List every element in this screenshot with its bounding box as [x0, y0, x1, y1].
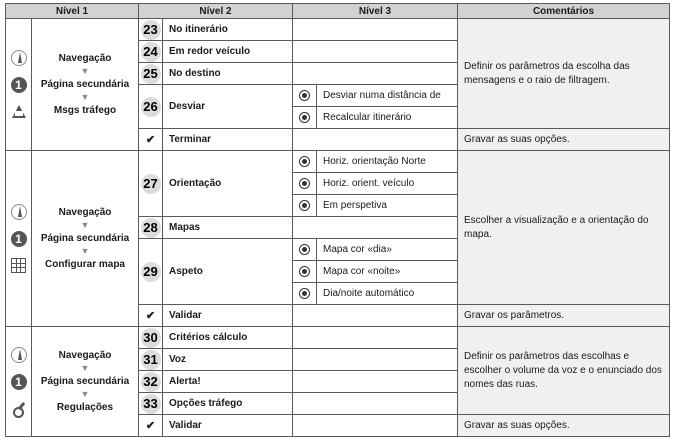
menu-item-opcoes-trafego[interactable]: Opções tráfego [163, 393, 293, 415]
radio-cell [293, 107, 317, 129]
num-cell [139, 41, 163, 63]
num-cell [139, 217, 163, 239]
section1-comment: Definir os parâmetros da escolha das mensagens e o raio de filtragem. [458, 19, 670, 129]
menu-item-orientacao[interactable]: Orientação [163, 151, 293, 217]
option-dia-noite-auto[interactable]: Dia/noite automático [317, 283, 458, 305]
radio-cell [293, 195, 317, 217]
empty-cell [293, 415, 458, 437]
level1-configurar-mapa: Configurar mapa [44, 259, 125, 270]
arrow-down-icon: ▼ [80, 389, 90, 399]
header-nivel3: Nível 3 [293, 4, 458, 19]
header-nivel2: Nível 2 [139, 4, 293, 19]
secondary-page-one-icon: 1 [11, 77, 27, 93]
item-number-badge: 33 [141, 394, 161, 414]
menu-item-aspeto[interactable]: Aspeto [163, 239, 293, 305]
radio-option-icon[interactable] [299, 90, 310, 101]
arrow-down-icon: ▼ [80, 363, 90, 373]
level1-navegacao: Navegação [58, 53, 112, 64]
item-number-badge: 26 [141, 97, 161, 117]
section3-comment: Definir os parâmetros das escolhas e escolher o volume da voz e o enunciado dos nomes das ruas. [458, 327, 670, 415]
checkmark-icon: ✔ [145, 310, 156, 322]
header-nivel1: Nível 1 [6, 4, 139, 19]
radio-option-icon[interactable] [299, 244, 310, 255]
num-cell [139, 63, 163, 85]
table-row [6, 19, 670, 41]
item-number-badge: 27 [141, 174, 161, 194]
menu-item-terminar[interactable]: Terminar [163, 129, 293, 151]
num-cell [139, 239, 163, 305]
radio-cell [293, 85, 317, 107]
num-cell [139, 19, 163, 41]
empty-cell [293, 349, 458, 371]
option-mapa-noite[interactable]: Mapa cor «noite» [317, 261, 458, 283]
item-number-badge: 23 [141, 20, 161, 40]
navigation-compass-icon [11, 204, 27, 220]
item-number-badge: 30 [141, 328, 161, 348]
level1-pagina-secundaria: Página secundária [40, 233, 130, 244]
header-comentarios: Comentários [458, 4, 670, 19]
empty-cell [293, 327, 458, 349]
radio-cell [293, 151, 317, 173]
section2-comment: Escolher a visualização e a orientação do mapa. [458, 151, 670, 305]
secondary-page-one-icon: 1 [11, 374, 27, 390]
empty-cell [293, 217, 458, 239]
settings-wrench-icon [11, 401, 27, 417]
level1-pagina-secundaria: Página secundária [40, 79, 130, 90]
menu-item-voz[interactable]: Voz [163, 349, 293, 371]
level1-navegacao: Navegação [58, 350, 112, 361]
radio-cell [293, 261, 317, 283]
navigation-compass-icon [11, 50, 27, 66]
section3-level1 [32, 327, 139, 437]
arrow-down-icon: ▼ [80, 92, 90, 102]
arrow-down-icon: ▼ [80, 246, 90, 256]
section2-icons [6, 151, 32, 327]
check-cell [139, 415, 163, 437]
empty-cell [293, 129, 458, 151]
empty-cell [293, 305, 458, 327]
menu-item-desviar[interactable]: Desviar [163, 85, 293, 129]
secondary-page-one-icon: 1 [11, 231, 27, 247]
radio-option-icon[interactable] [299, 156, 310, 167]
option-perspetiva[interactable]: Em perspetiva [317, 195, 458, 217]
empty-cell [293, 393, 458, 415]
item-number-badge: 29 [141, 262, 161, 282]
item-number-badge: 28 [141, 218, 161, 238]
table-row [6, 327, 670, 349]
option-mapa-dia[interactable]: Mapa cor «dia» [317, 239, 458, 261]
num-cell [139, 393, 163, 415]
menu-item-em-redor-veiculo[interactable]: Em redor veículo [163, 41, 293, 63]
radio-option-icon[interactable] [299, 178, 310, 189]
section3-confirm-comment: Gravar as suas opções. [458, 415, 670, 437]
section3-icons [6, 327, 32, 437]
map-grid-icon [11, 258, 26, 273]
menu-item-validar[interactable]: Validar [163, 415, 293, 437]
section2-confirm-comment: Gravar os parâmetros. [458, 305, 670, 327]
option-desviar-distancia[interactable]: Desviar numa distância de [317, 85, 458, 107]
checkmark-icon: ✔ [145, 420, 156, 432]
menu-item-validar[interactable]: Validar [163, 305, 293, 327]
item-number-badge: 24 [141, 42, 161, 62]
empty-cell [293, 41, 458, 63]
menu-item-no-itinerario[interactable]: No itinerário [163, 19, 293, 41]
radio-option-icon[interactable] [299, 112, 310, 123]
option-horiz-veiculo[interactable]: Horiz. orient. veículo [317, 173, 458, 195]
radio-option-icon[interactable] [299, 266, 310, 277]
empty-cell [293, 19, 458, 41]
empty-cell [293, 63, 458, 85]
num-cell [139, 371, 163, 393]
checkmark-icon: ✔ [145, 134, 156, 146]
section1-icons [6, 19, 32, 151]
section1-confirm-comment: Gravar as suas opções. [458, 129, 670, 151]
item-number-badge: 31 [141, 350, 161, 370]
navigation-compass-icon [11, 347, 27, 363]
empty-cell [293, 371, 458, 393]
arrow-down-icon: ▼ [80, 66, 90, 76]
check-cell [139, 129, 163, 151]
num-cell [139, 85, 163, 129]
level1-msgs-trafego: Msgs tráfego [53, 105, 117, 116]
menu-item-criterios-calculo[interactable]: Critérios cálculo [163, 327, 293, 349]
num-cell [139, 349, 163, 371]
traffic-warning-icon [11, 104, 27, 120]
menu-item-mapas[interactable]: Mapas [163, 217, 293, 239]
menu-item-no-destino[interactable]: No destino [163, 63, 293, 85]
radio-option-icon[interactable] [299, 288, 310, 299]
radio-option-icon[interactable] [299, 200, 310, 211]
section2-level1 [32, 151, 139, 327]
arrow-down-icon: ▼ [80, 220, 90, 230]
num-cell [139, 151, 163, 217]
check-cell [139, 305, 163, 327]
table-row [6, 151, 670, 173]
level1-pagina-secundaria: Página secundária [40, 376, 130, 387]
header-row [6, 4, 670, 19]
item-number-badge: 25 [141, 64, 161, 84]
item-number-badge: 32 [141, 372, 161, 392]
navigation-menu-table [5, 3, 670, 437]
option-horiz-norte[interactable]: Horiz. orientação Norte [317, 151, 458, 173]
radio-cell [293, 283, 317, 305]
level1-regulacoes: Regulações [56, 402, 114, 413]
menu-item-alerta[interactable]: Alerta! [163, 371, 293, 393]
section1-level1 [32, 19, 139, 151]
option-recalcular-itinerario[interactable]: Recalcular itinerário [317, 107, 458, 129]
radio-cell [293, 239, 317, 261]
radio-cell [293, 173, 317, 195]
num-cell [139, 327, 163, 349]
level1-navegacao: Navegação [58, 207, 112, 218]
